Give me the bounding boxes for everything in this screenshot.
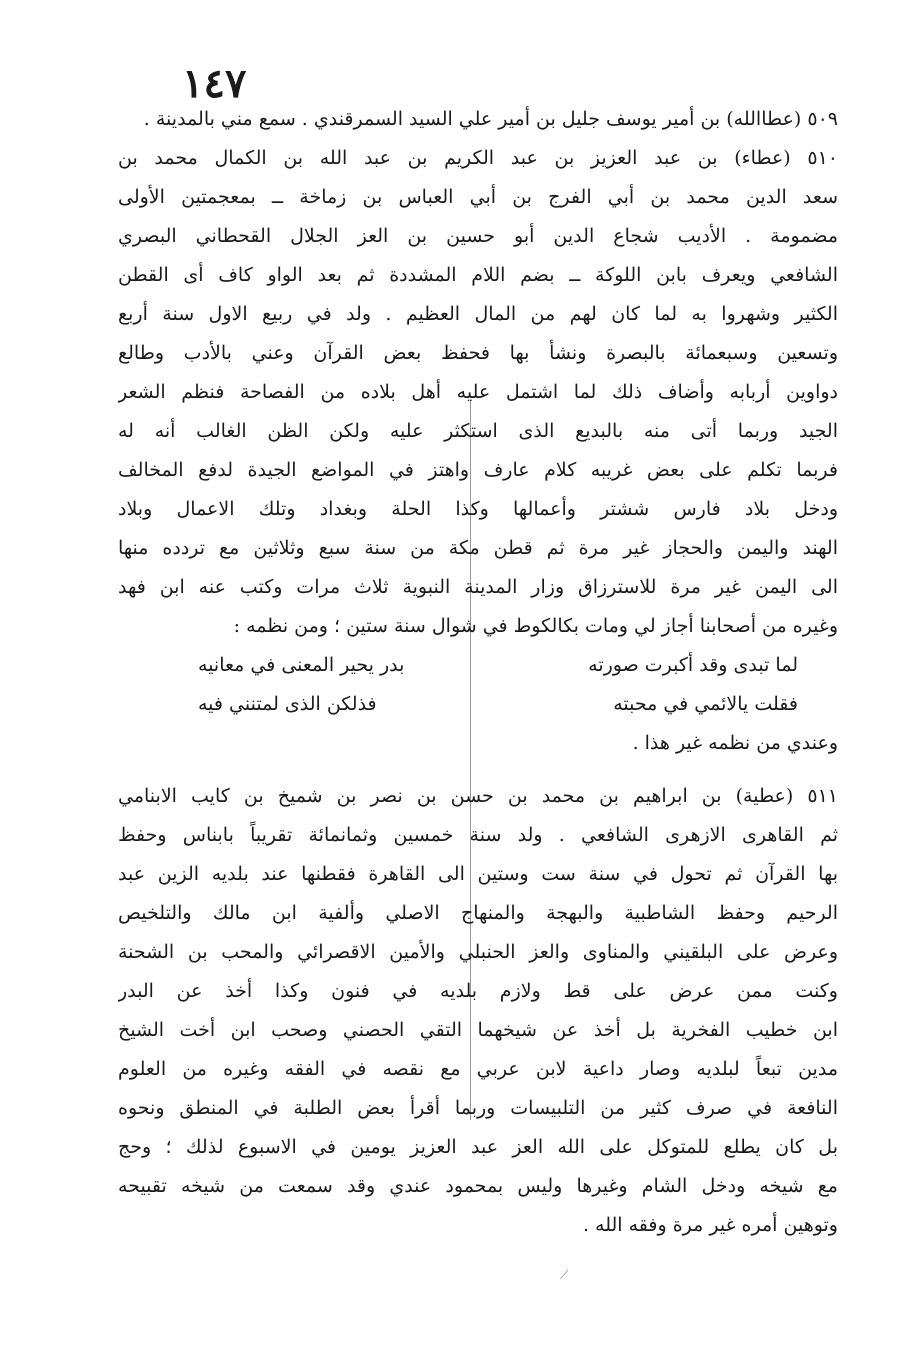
entry-511-line-7: ابن خطيب الفخرية بل أخذ عن شيخهما التقي الحصني وصحب ابن أخت الشيخ [118,1019,838,1041]
entry-510-line-9: فربما تكلم على بعض غريبه كلام عارف واهتز في المواضع الجيدة لدفع المخالف [118,459,838,481]
entry-510-line-7: دواوين أربابه وأضاف ذلك لما اشتمل عليه أهل بلاده من الفصاحة فنظم الشعر [118,381,838,403]
entry-510-closing: وعندي من نظمه غير هذا . [632,732,838,754]
stray-pen-mark: ⟋ [560,1268,569,1282]
entry-511-line-11: مع شيخه ودخل الشام وغيرها وليس بمحمود عندي وقد سمعت من شيخه تقبيحه [118,1175,838,1197]
entry-511-line-5: وعرض على البلقيني والمناوى والعز الحنبلي والأمين الاقصرائي والمحب بن الشحنة [118,941,838,963]
entry-510-line-6: وتسعين وسبعمائة بالبصرة ونشأ بها فحفظ بعض القرآن وعني بالأدب وطالع [118,342,838,364]
entry-separator [118,763,838,777]
entry-511-line-10: بل كان يطلع للمتوكل على الله العز عبد العزيز يومين في الاسبوع لذلك ؛ وحج [118,1136,838,1158]
entry-510-line-10: ودخل بلاد فارس ششتر وأعمالها وكذا الحلة وبغداد وتلك الاعمال وبلاد [118,498,838,520]
poem-verse-2-first-hemistich: فقلت يالائمي في محبته [613,693,798,715]
entry-511-line-4: الرحيم وحفظ الشاطبية والبهجة والمنهاج الاصلي وألفية ابن مالك والتلخيص [118,902,838,924]
entry-511-line-1: ٥١١ (عطية) بن ابراهيم بن محمد بن حسن بن نصر بن شميخ بن كايب الابنامي [118,785,838,807]
poem-verse-1 [118,646,838,685]
entry-510-line-11: الهند واليمن والحجاز غير مرة ثم قطن مكة من سنة سبع وثلاثين مع تردده منها [118,537,838,559]
entry-511-line-8: مدين تبعاً لبلديه وصار داعية لابن عربي مع نقصه في الفقه وغيره من العلوم [118,1058,838,1080]
entry-510-line-4: الشافعي ويعرف بابن اللوكة ــ بضم اللام المشددة ثم بعد الواو كاف أى القطن [118,264,838,286]
entry-510-line-8: الجيد وربما أتى منه بالبديع الذى استكثر عليه ولكن الظن الغالب أنه له [118,420,838,442]
entry-511 [118,777,838,1245]
poem-verse-1-first-hemistich: لما تبدى وقد أكبرت صورته [588,654,798,676]
poem-verse-1-second-hemistich: بدر يحير المعنى في معانيه [198,654,405,676]
entry-510-line-12: الى اليمن غير مرة للاسترزاق وزار المدينة النبوية ثلاث مرات وكتب عنه ابن فهد [118,576,838,598]
entry-510-line-1: ٥١٠ (عطاء) بن عبد العزيز بن عبد الكريم بن عبد الله بن الكمال محمد بن [118,147,838,169]
entry-510-line-3: مضمومة . الأديب شجاع الدين أبو حسين بن العز الجلال القحطاني البصري [118,225,838,247]
entry-510-line-5: الكثير وشهروا به لما كان لهم من المال العظيم . ولد في ربيع الاول سنة أربع [118,303,838,325]
poem-verse-2-second-hemistich: فذلكن الذى لمتنني فيه [198,693,377,715]
entry-510 [118,139,838,763]
entry-511-line-9: النافعة في صرف كثير من التلبيسات وربما أقرأ بعض الطلبة في المنطق ونحوه [118,1097,838,1119]
entry-511-line-12: وتوهين أمره غير مرة وفقه الله . [582,1214,838,1236]
poem-verse-2 [118,685,838,724]
page-body [118,100,838,1245]
page-number: ١٤٧ [182,60,247,107]
entry-510-line-13: وغيره من أصحابنا أجاز لي ومات بكالكوط في شوال سنة ستين ؛ ومن نظمه : [233,615,838,637]
entry-511-line-6: وكنت ممن عرض على قط ولازم بلديه في فنون وكذا أخذ عن البدر [118,980,838,1002]
entry-510-line-2: سعد الدين محمد بن أبي الفرج بن أبي العباس بن زماخة ــ بمعجمتين الأولى [118,186,838,208]
entry-511-line-2: ثم القاهرى الازهرى الشافعي . ولد سنة خمسين وثمانمائة تقريباً بابناس وحفظ [118,824,838,846]
entry-509 [118,100,838,139]
entry-511-line-3: بها القرآن ثم تحول في سنة ست وستين الى القاهرة فقطنها عند بلديه الزين عبد [118,863,838,885]
entry-509-line-1: ٥٠٩ (عطاالله) بن أمير يوسف جليل بن أمير علي السيد السمرقندي . سمع مني بالمدينة . [143,108,838,130]
